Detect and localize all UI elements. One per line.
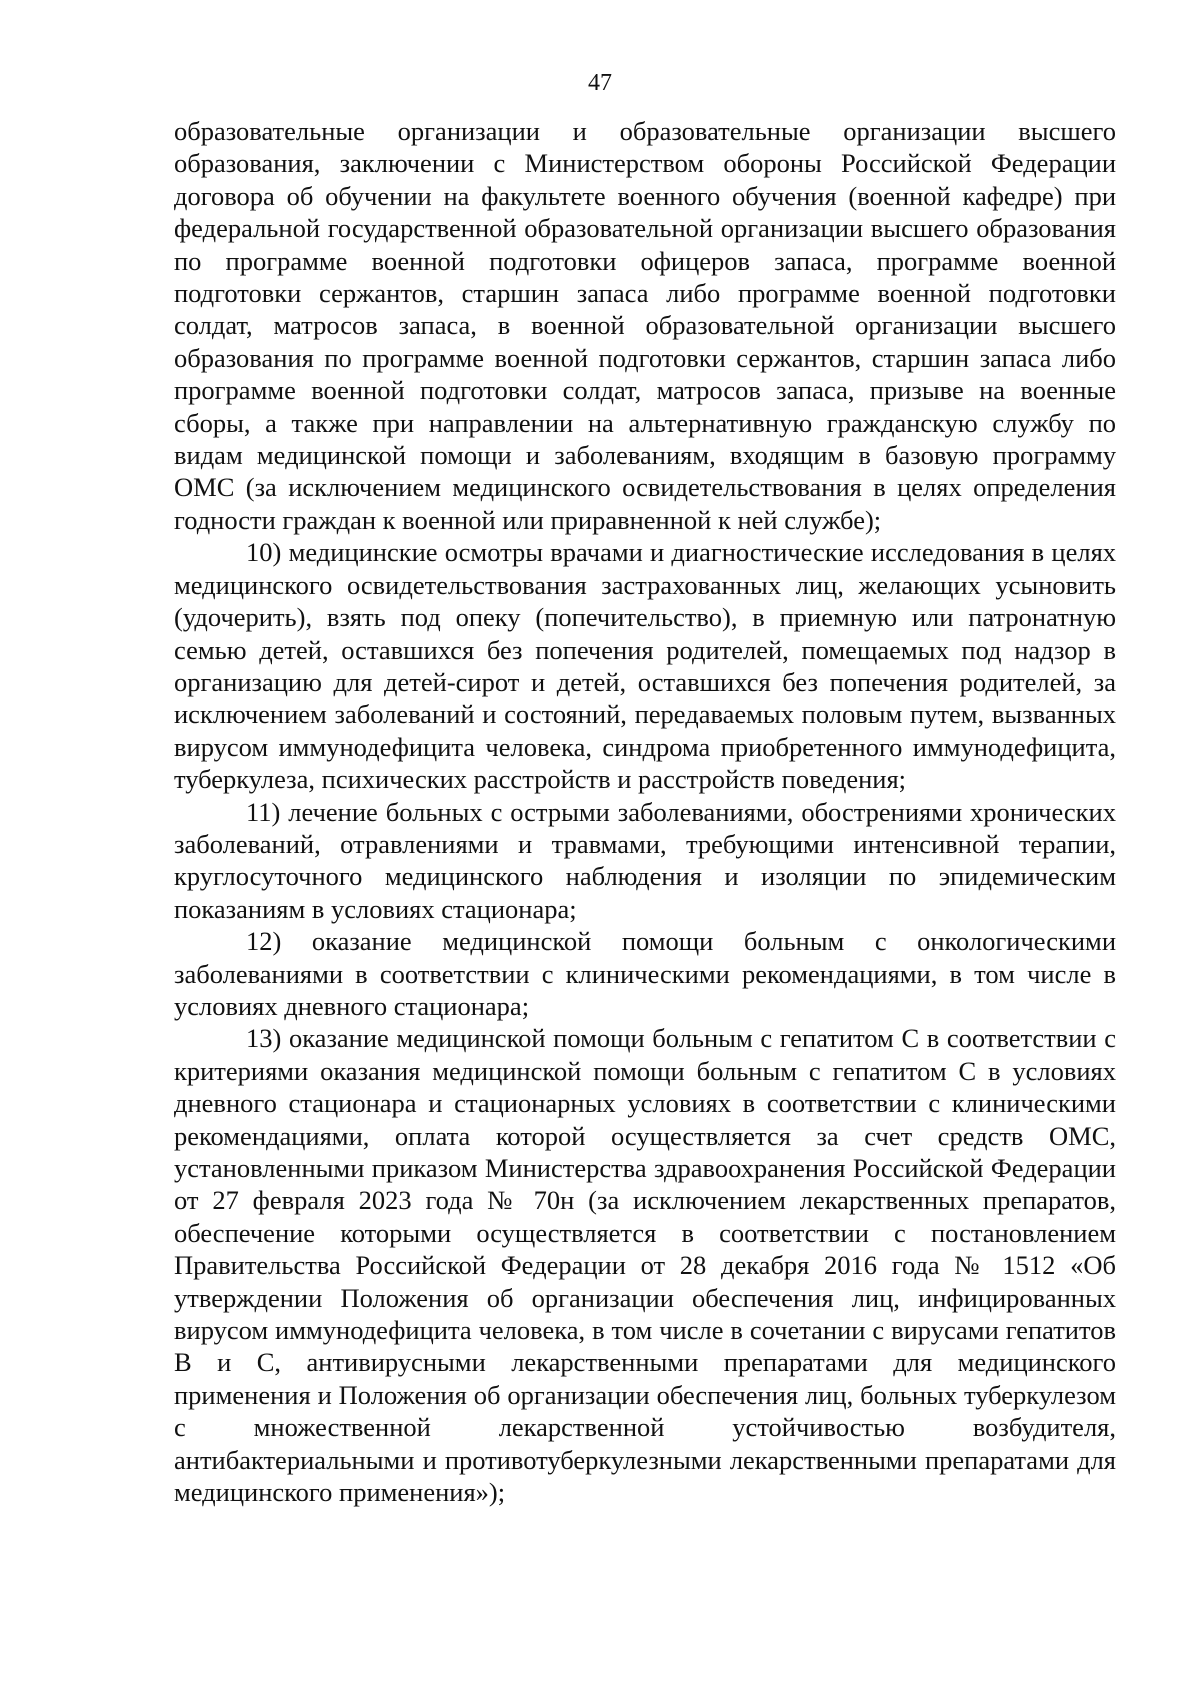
item-number: 11) xyxy=(246,796,281,827)
paragraph-item-10 xyxy=(174,536,1116,795)
paragraph-text: образовательные организации и образовательные организации высшего образования, заключении с Министерством обороны Российской Федерации договора об обучении на факультете военного обучения (военной кафедре) при федеральной государственной образовательной организации высшего образования по программе военной подготовки офицеров запаса, программе военной подготовки сержантов, старшин запаса либо программе военной подготовки солдат, матросов запаса, в военной образовательной организации высшего образования по программе военной подготовки сержантов, старшин запаса либо программе военной подготовки солдат, матросов запаса, призыве на военные сборы, а также при направлении на альтернативную гражданскую службу по видам медицинской помощи и заболеваниям, входящим в базовую программу ОМС (за исключением медицинского освидетельствования в целях определения годности граждан к военной или приравненной к ней службе); xyxy=(174,116,1116,535)
item-number: 13) xyxy=(246,1023,282,1054)
document-body xyxy=(174,115,1116,1508)
page-number: 47 xyxy=(588,70,612,96)
paragraph-continuation xyxy=(174,115,1116,536)
paragraph-text: медицинские осмотры врачами и диагностические исследования в целях медицинского освидетельствования застрахованных лиц, желающих усыновить (удочерить), взять под опеку (попечительство), в приемную или патронатную семью детей, оставшихся без попечения родителей, помещаемых под надзор в организацию для детей-сирот и детей, оставшихся без попечения родителей, за исключением заболеваний и состояний, передаваемых половым путем, вызванных вирусом иммунодефицита человека, синдрома приобретенного иммунодефицита, туберкулеза, психических расстройств и расстройств поведения; xyxy=(174,537,1117,795)
paragraph-text: оказание медицинской помощи больным с онкологическими заболеваниями в соответствии с клиническими рекомендациями, в том числе в условиях дневного стационара; xyxy=(174,926,1117,1021)
paragraph-item-13 xyxy=(174,1022,1116,1508)
item-number: 12) xyxy=(246,926,282,957)
paragraph-text: оказание медицинской помощи больным с гепатитом С в соответствии с критериями оказания медицинской помощи больным с гепатитом С в условиях дневного стационара и стационарных условиях в соответствии с клиническими рекомендациями, оплата которой осуществляется за счет средств ОМС, установленными приказом Министерства здравоохранения Российской Федерации от 27 февраля 2023 года № 70н (за исключением лекарственных препаратов, обеспечение которыми осуществляется в соответствии с постановлением Правительства Российской Федерации от 28 декабря 2016 года № 1512 «Об утверждении Положения об организации обеспечения лиц, инфицированных вирусом иммунодефицита человека, в том числе в сочетании с вирусами гепатитов В и С, антивирусными лекарственными препаратами для медицинского применения и Положения об организации обеспечения лиц, больных туберкулезом с множественной лекарственной устойчивостью возбудителя, антибактериальными и противотуберкулезными лекарственными препаратами для медицинского применения»); xyxy=(174,1023,1116,1508)
item-number: 10) xyxy=(246,537,282,568)
paragraph-item-11 xyxy=(174,796,1116,926)
paragraph-item-12 xyxy=(174,925,1116,1022)
paragraph-text: лечение больных с острыми заболеваниями, обострениями хронических заболеваний, отравлениями и травмами, требующими интенсивной терапии, круглосуточного медицинского наблюдения и изоляции по эпидемическим показаниям в условиях стационара; xyxy=(174,796,1116,924)
